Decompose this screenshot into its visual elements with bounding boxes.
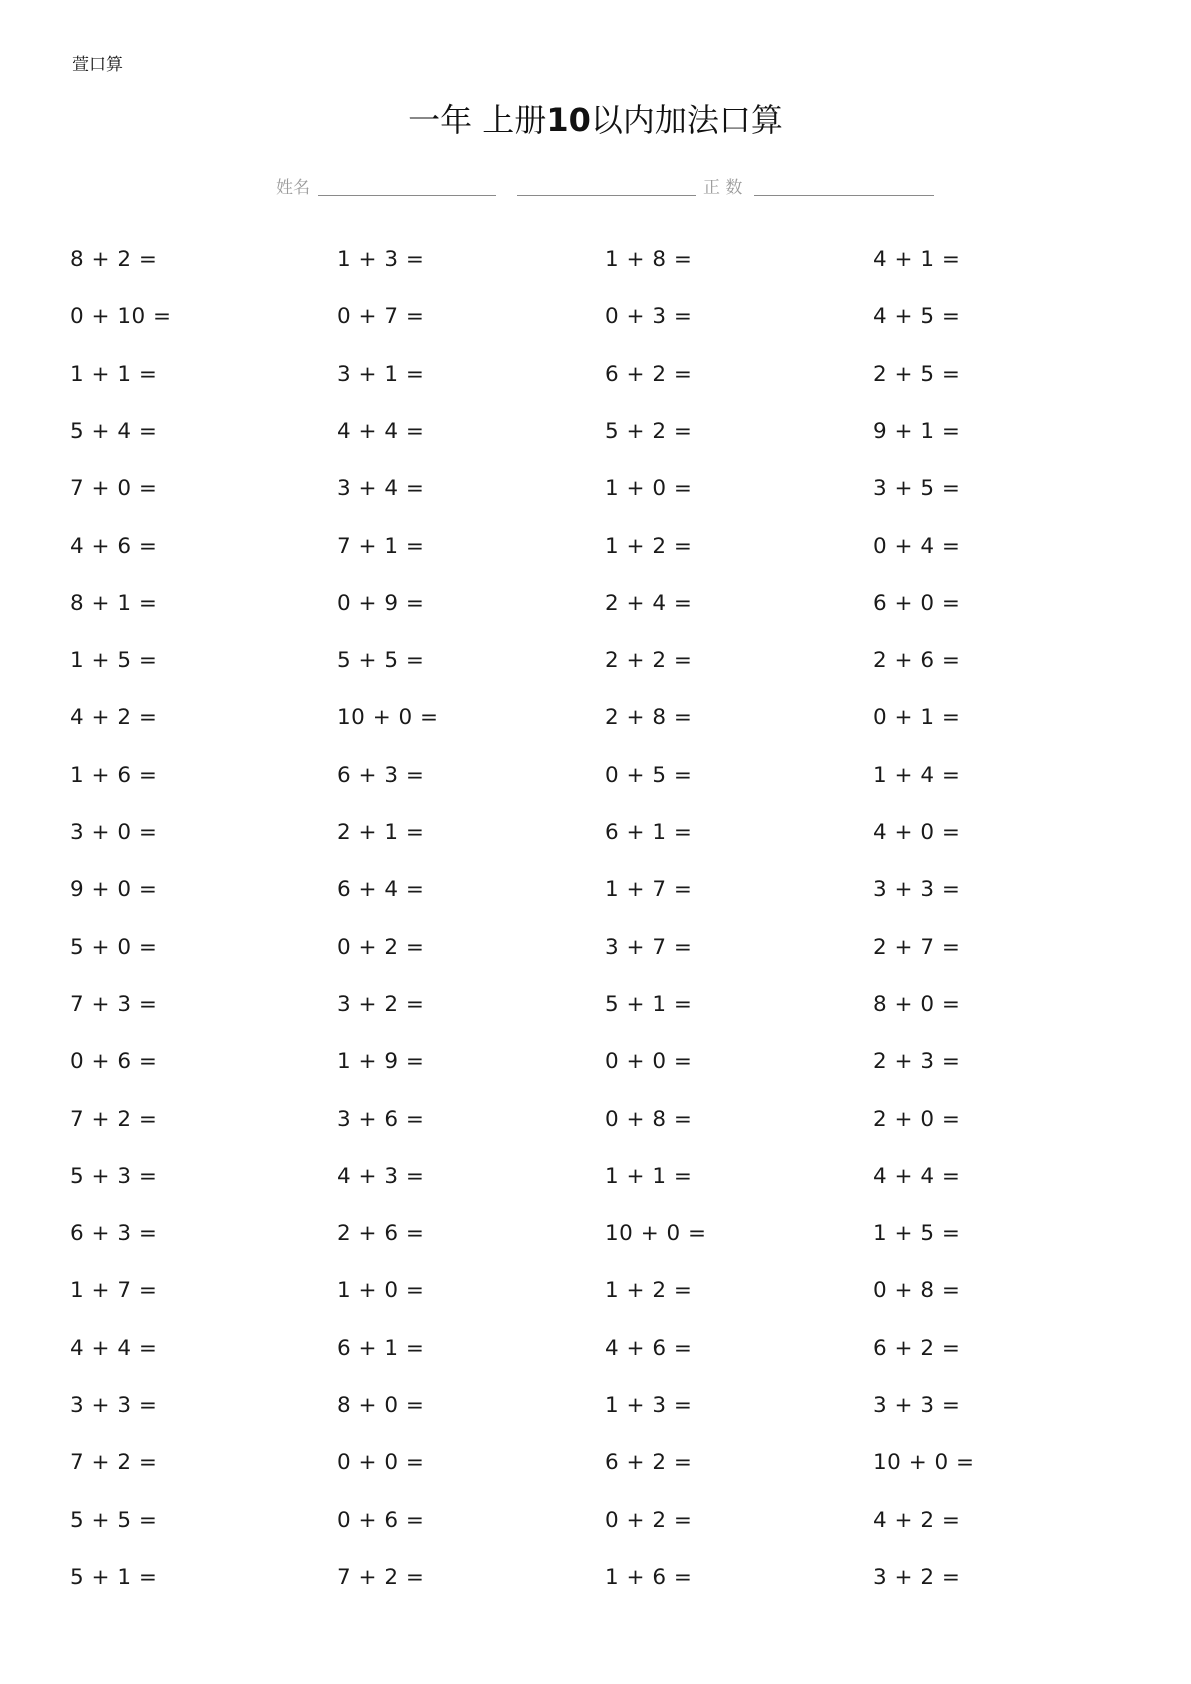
problem-item: 8 + 0 = bbox=[337, 1393, 425, 1418]
problem-item: 3 + 6 = bbox=[337, 1106, 425, 1132]
problem-item: 2 + 1 = bbox=[337, 820, 425, 845]
problem-item: 10 + 0 = bbox=[605, 1221, 707, 1247]
problem-item: 0 + 8 = bbox=[605, 1106, 693, 1132]
problem-item: 3 + 2 = bbox=[337, 991, 425, 1017]
problem-item: 0 + 2 = bbox=[337, 934, 425, 960]
problem-item: 6 + 1 = bbox=[605, 820, 693, 845]
problem-item: 1 + 2 = bbox=[605, 533, 693, 559]
problem-item: 1 + 0 = bbox=[605, 476, 693, 502]
problem-item: 8 + 2 = bbox=[70, 247, 158, 272]
problem-item: 3 + 4 = bbox=[337, 476, 425, 502]
problem-item: 7 + 2 = bbox=[70, 1106, 158, 1132]
problem-item: 1 + 3 = bbox=[337, 247, 425, 272]
problem-item: 0 + 5 = bbox=[605, 762, 693, 788]
problem-item: 1 + 8 = bbox=[605, 247, 693, 272]
problem-item: 1 + 9 = bbox=[337, 1049, 425, 1075]
problem-item: 1 + 1 = bbox=[70, 361, 158, 387]
problem-item: 9 + 0 = bbox=[70, 877, 158, 903]
problem-item: 7 + 1 = bbox=[337, 533, 425, 559]
problem-item: 6 + 2 = bbox=[605, 361, 693, 387]
problem-item: 0 + 1 = bbox=[873, 705, 961, 731]
problem-item: 10 + 0 = bbox=[873, 1450, 975, 1476]
problem-item: 1 + 3 = bbox=[605, 1393, 693, 1418]
problem-item: 8 + 1 = bbox=[70, 590, 158, 616]
problem-item: 1 + 5 = bbox=[873, 1221, 961, 1247]
score-label: 正 数 bbox=[703, 178, 743, 198]
problem-item: 0 + 10 = bbox=[70, 304, 172, 330]
problem-item: 1 + 2 = bbox=[605, 1278, 693, 1304]
problem-item: 0 + 0 = bbox=[337, 1450, 425, 1476]
problem-item: 6 + 2 = bbox=[873, 1335, 961, 1361]
problem-item: 1 + 0 = bbox=[337, 1278, 425, 1304]
problem-item: 5 + 0 = bbox=[70, 934, 158, 960]
problem-item: 2 + 2 = bbox=[605, 648, 693, 674]
problem-item: 7 + 2 = bbox=[337, 1564, 425, 1590]
problem-item: 2 + 8 = bbox=[605, 705, 693, 731]
problem-item: 0 + 7 = bbox=[337, 304, 425, 330]
problem-item: 3 + 3 = bbox=[70, 1393, 158, 1418]
problem-item: 6 + 0 = bbox=[873, 590, 961, 616]
problem-item: 2 + 4 = bbox=[605, 590, 693, 616]
problem-item: 1 + 6 = bbox=[70, 762, 158, 788]
problem-item: 3 + 2 = bbox=[873, 1564, 961, 1590]
problem-item: 6 + 4 = bbox=[337, 877, 425, 903]
problem-item: 4 + 6 = bbox=[70, 533, 158, 559]
name-label: 姓名 bbox=[276, 178, 310, 198]
problem-item: 4 + 4 = bbox=[337, 418, 425, 444]
problem-item: 7 + 0 = bbox=[70, 476, 158, 502]
problem-item: 6 + 1 = bbox=[337, 1335, 425, 1361]
problem-item: 2 + 6 = bbox=[873, 648, 961, 674]
problem-item: 4 + 2 = bbox=[873, 1507, 961, 1533]
problem-item: 5 + 2 = bbox=[605, 418, 693, 444]
problem-item: 5 + 3 = bbox=[70, 1163, 158, 1189]
problem-item: 7 + 3 = bbox=[70, 991, 158, 1017]
problem-item: 8 + 0 = bbox=[873, 991, 961, 1017]
problem-item: 4 + 5 = bbox=[873, 304, 961, 330]
problem-item: 2 + 0 = bbox=[873, 1106, 961, 1132]
problem-item: 6 + 3 = bbox=[337, 762, 425, 788]
problem-item: 4 + 3 = bbox=[337, 1163, 425, 1189]
problem-item: 5 + 1 = bbox=[70, 1564, 158, 1590]
problem-item: 4 + 6 = bbox=[605, 1335, 693, 1361]
problem-item: 3 + 0 = bbox=[70, 820, 158, 845]
problem-item: 2 + 3 = bbox=[873, 1049, 961, 1075]
problem-item: 4 + 2 = bbox=[70, 705, 158, 731]
problem-item: 4 + 1 = bbox=[873, 247, 961, 272]
problem-item: 0 + 3 = bbox=[605, 304, 693, 330]
problem-item: 3 + 7 = bbox=[605, 934, 693, 960]
problem-item: 1 + 7 = bbox=[70, 1278, 158, 1304]
brand-label: 萱口算 bbox=[72, 55, 123, 75]
problem-item: 0 + 2 = bbox=[605, 1507, 693, 1533]
problem-item: 4 + 0 = bbox=[873, 820, 961, 845]
problem-item: 1 + 6 = bbox=[605, 1564, 693, 1590]
title-number: 10 bbox=[546, 101, 591, 139]
problem-item: 5 + 1 = bbox=[605, 991, 693, 1017]
problem-item: 1 + 1 = bbox=[605, 1163, 693, 1189]
problem-item: 5 + 5 = bbox=[70, 1507, 158, 1533]
problem-item: 5 + 5 = bbox=[337, 648, 425, 674]
problem-item: 9 + 1 = bbox=[873, 418, 961, 444]
problem-item: 4 + 4 = bbox=[873, 1163, 961, 1189]
problem-item: 3 + 3 = bbox=[873, 877, 961, 903]
problem-item: 0 + 6 = bbox=[70, 1049, 158, 1075]
problem-item: 2 + 5 = bbox=[873, 361, 961, 387]
title-prefix: 一年 上册 bbox=[408, 101, 547, 139]
problem-item: 3 + 1 = bbox=[337, 361, 425, 387]
title-suffix: 以内加法口算 bbox=[590, 101, 783, 139]
problem-item: 0 + 8 = bbox=[873, 1278, 961, 1304]
problem-item: 3 + 5 = bbox=[873, 476, 961, 502]
problem-item: 5 + 4 = bbox=[70, 418, 158, 444]
problem-item: 0 + 0 = bbox=[605, 1049, 693, 1075]
problem-item: 0 + 9 = bbox=[337, 590, 425, 616]
problem-item: 2 + 6 = bbox=[337, 1221, 425, 1247]
problem-item: 3 + 3 = bbox=[873, 1393, 961, 1418]
problem-item: 7 + 2 = bbox=[70, 1450, 158, 1476]
problem-item: 1 + 7 = bbox=[605, 877, 693, 903]
problem-item: 1 + 5 = bbox=[70, 648, 158, 674]
problem-item: 4 + 4 = bbox=[70, 1335, 158, 1361]
problem-item: 0 + 6 = bbox=[337, 1507, 425, 1533]
problem-item: 2 + 7 = bbox=[873, 934, 961, 960]
problem-item: 0 + 4 = bbox=[873, 533, 961, 559]
problem-item: 1 + 4 = bbox=[873, 762, 961, 788]
problem-item: 6 + 3 = bbox=[70, 1221, 158, 1247]
problem-item: 6 + 2 = bbox=[605, 1450, 693, 1476]
problem-item: 10 + 0 = bbox=[337, 705, 439, 731]
